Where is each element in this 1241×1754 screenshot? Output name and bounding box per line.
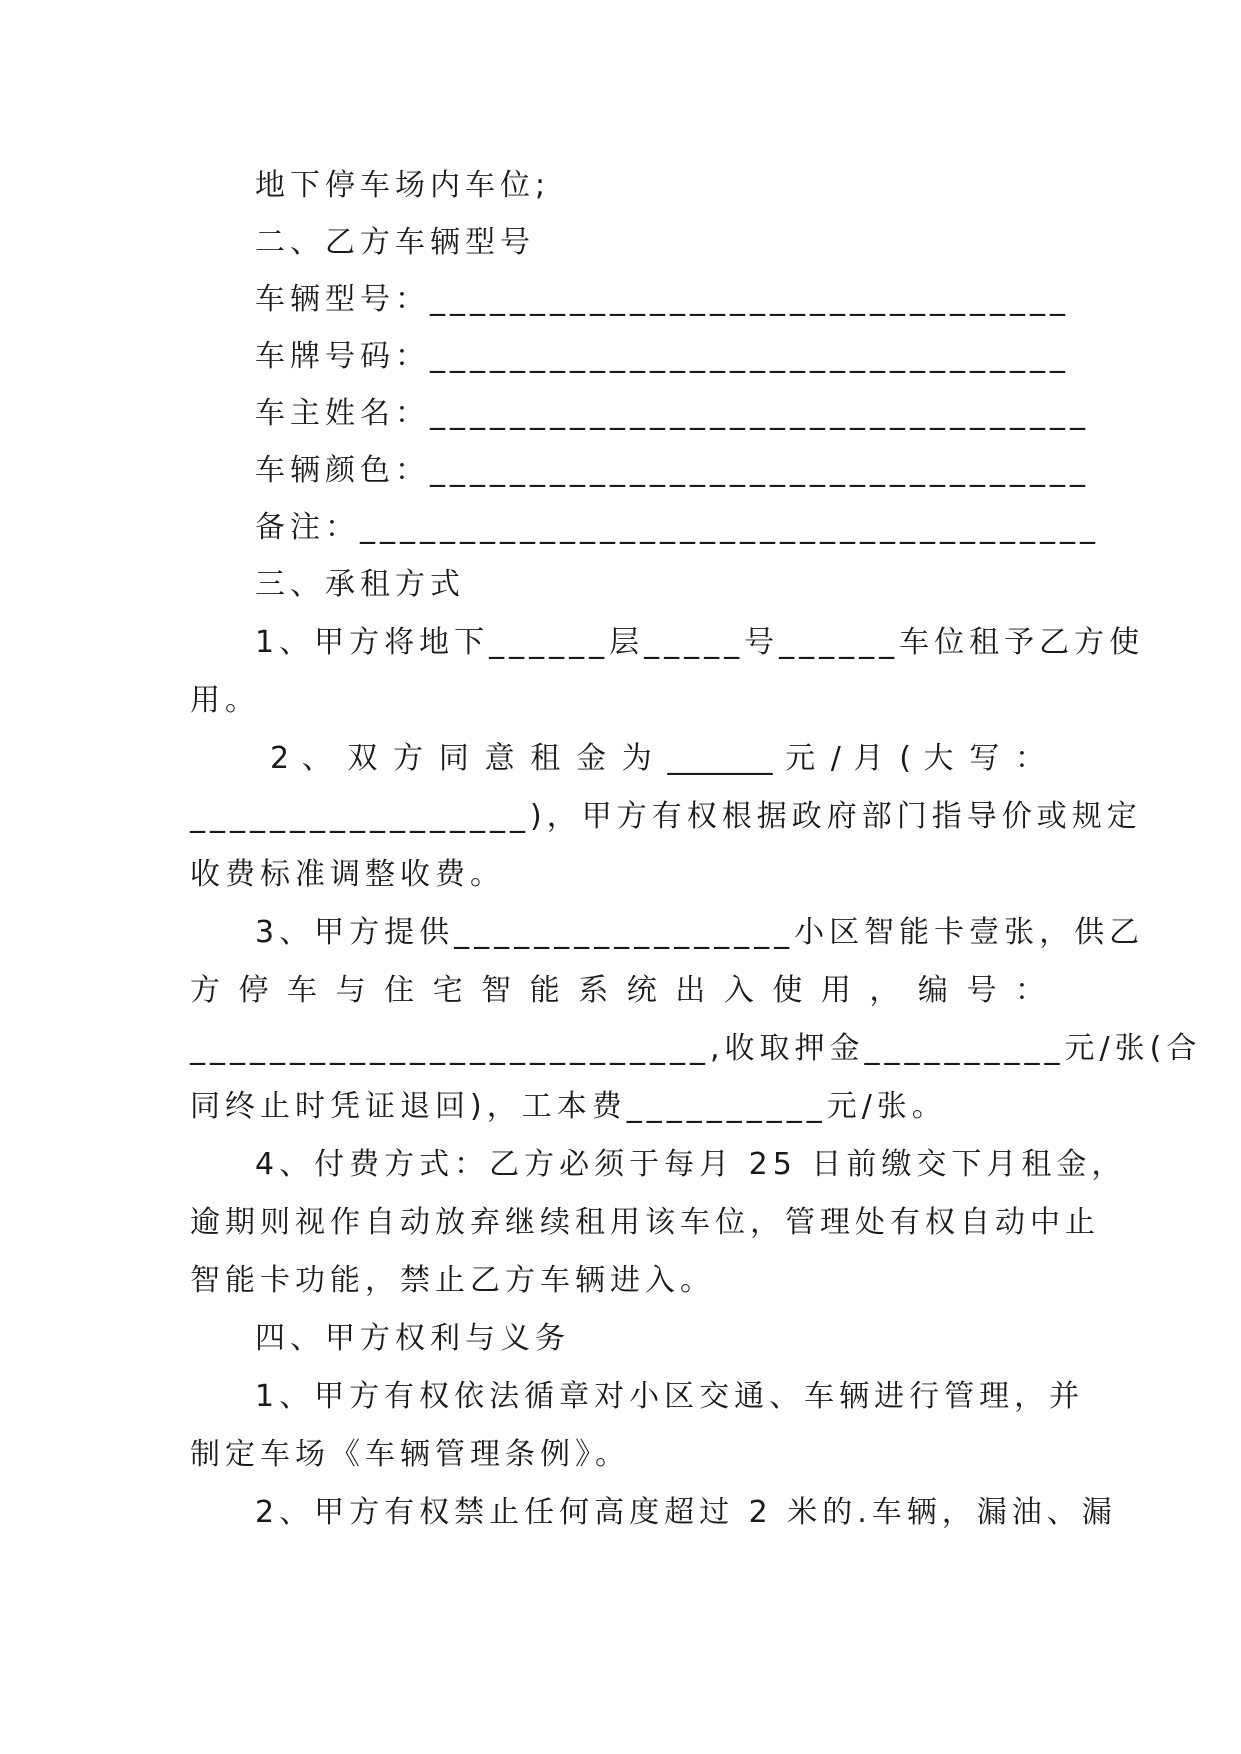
text-line: 收费标准调整收费。 bbox=[190, 857, 505, 892]
field-owner-name: 车主姓名：_________________________________ bbox=[255, 396, 1090, 431]
text-line: 同终止时凭证退回)，工本费__________元/张。 bbox=[190, 1089, 947, 1124]
text-line: _________________)，甲方有权根据政府部门指导价或规定 bbox=[190, 799, 1142, 834]
text-line: 1、甲方有权依法循章对小区交通、车辆进行管理，并 bbox=[255, 1379, 1085, 1414]
section-heading: 三、承租方式 bbox=[255, 567, 465, 602]
section-heading: 四、甲方权利与义务 bbox=[255, 1321, 570, 1356]
field-plate-number: 车牌号码：________________________________ bbox=[255, 339, 1070, 374]
text-line: 制定车场《车辆管理条例》。 bbox=[190, 1437, 630, 1472]
field-vehicle-model: 车辆型号：________________________________ bbox=[255, 282, 1070, 317]
text-line: 地下停车场内车位; bbox=[255, 168, 551, 203]
text-line: 4、付费方式：乙方必须于每月 25 日前缴交下月租金， bbox=[255, 1147, 1127, 1182]
text-line: 2、甲方有权禁止任何高度超过 2 米的.车辆，漏油、漏 bbox=[255, 1495, 1117, 1530]
text-line: 智能卡功能，禁止乙方车辆进入。 bbox=[190, 1263, 715, 1298]
field-vehicle-color: 车辆颜色：_________________________________ bbox=[255, 453, 1090, 488]
text-line: 2 、 双 方 同 意 租 金 为 _______ 元 / 月 ( 大 写 ： bbox=[270, 741, 1045, 776]
text-line: __________________________,收取押金__________元/张(合 bbox=[190, 1031, 1202, 1066]
text-line: 方 停 车 与 住 宅 智 能 系 统 出 入 使 用 ， 编 号 ： bbox=[190, 973, 1045, 1008]
section-heading: 二、乙方车辆型号 bbox=[255, 225, 535, 260]
text-line: 1、甲方将地下______层_____号______车位租予乙方使 bbox=[255, 625, 1145, 660]
text-line: 用。 bbox=[190, 683, 260, 718]
field-remarks: 备注：_____________________________________ bbox=[255, 510, 1100, 545]
text-line: 3、甲方提供_________________小区智能卡壹张，供乙 bbox=[255, 915, 1145, 950]
text-line: 逾期则视作自动放弃继续租用该车位，管理处有权自动中止 bbox=[190, 1205, 1100, 1240]
